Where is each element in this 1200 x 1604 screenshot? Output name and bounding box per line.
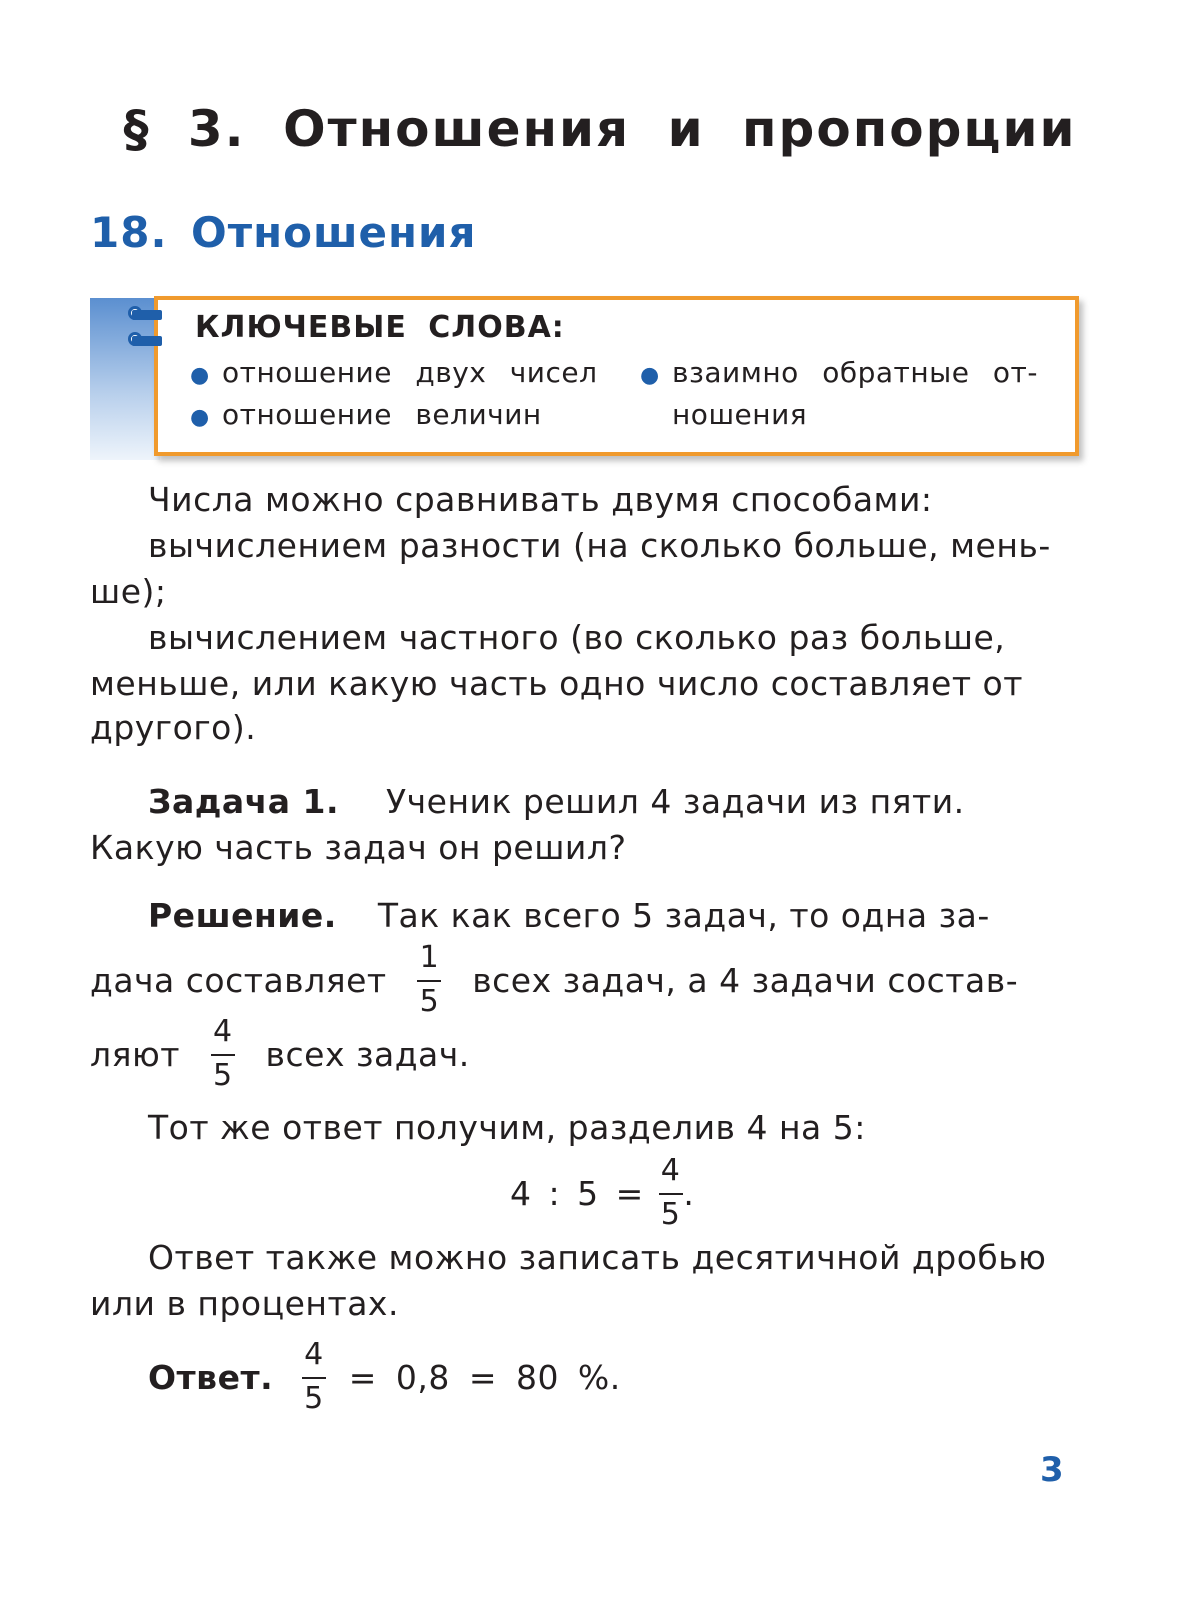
decimal-note-line: или в процентах. (90, 1284, 399, 1323)
answer-line (148, 1336, 848, 1418)
keywords-heading: КЛЮЧЕВЫЕ СЛОВА: (195, 310, 565, 345)
answer-value: = 0,8 = 80 %. (348, 1357, 621, 1397)
intro-line: меньше, или какую часть одно число составляет от (90, 664, 1023, 703)
bullet-icon: ● (640, 363, 660, 388)
solution-label: Решение. (148, 896, 337, 935)
task-line: Какую часть задач он решил? (90, 828, 627, 867)
fraction (658, 1155, 684, 1231)
keyword-item: отношение двух чисел (222, 356, 598, 389)
bullet-icon: ● (190, 405, 210, 430)
section-title: 18. Отношения (90, 208, 477, 257)
task-label: Задача 1. (148, 782, 340, 821)
fraction-numerator: 1 (419, 940, 440, 975)
intro-line: другого). (90, 708, 257, 747)
task-line (148, 782, 1058, 821)
chapter-title: § 3. Отношения и пропорции (123, 100, 1077, 158)
fraction (210, 1016, 236, 1092)
clip-icon (132, 336, 162, 346)
intro-line: Числа можно сравнивать двумя способами: (148, 480, 933, 519)
fraction-denominator: 5 (419, 984, 440, 1019)
solution-text: всех задач. (265, 1034, 470, 1074)
division-period: . (683, 1173, 695, 1213)
intro-line: ше); (90, 572, 167, 611)
fraction-bar (211, 1054, 235, 1056)
intro-line: вычислением частного (во сколько раз больше, (148, 618, 1006, 657)
fraction-bar (417, 980, 441, 982)
solution-text: Так как всего 5 задач, то одна за- (377, 896, 990, 935)
bullet-icon: ● (190, 363, 210, 388)
fraction-numerator: 4 (304, 1337, 324, 1372)
fraction-bar (302, 1377, 326, 1379)
solution-text: ляют (90, 1034, 180, 1074)
task-text: Ученик решил 4 задачи из пяти. (386, 782, 965, 821)
fraction-denominator: 5 (304, 1381, 324, 1416)
fraction-denominator: 5 (212, 1058, 233, 1093)
solution-line (148, 896, 1058, 935)
fraction-numerator: 4 (212, 1014, 233, 1049)
decimal-note-line: Ответ также можно записать десятичной дробью (148, 1238, 1047, 1277)
solution-text: дача составляет (90, 960, 387, 1000)
division-expr: 4 : 5 = (510, 1173, 644, 1213)
keywords-side-decoration (90, 298, 160, 460)
division-text: Тот же ответ получим, разделив 4 на 5: (148, 1108, 866, 1147)
fraction (301, 1339, 327, 1415)
keyword-item: взаимно обратные от- (672, 356, 1038, 389)
intro-line: вычислением разности (на сколько больше, мень- (148, 526, 1051, 565)
division-expression (510, 1152, 810, 1234)
solution-line (90, 940, 1080, 1020)
fraction-denominator: 5 (660, 1197, 681, 1232)
fraction-numerator: 4 (660, 1153, 681, 1188)
fraction (417, 942, 443, 1018)
keyword-item-continuation: ношения (672, 398, 808, 431)
clip-icon (132, 310, 162, 320)
solution-text: всех задач, а 4 задачи состав- (472, 960, 1019, 1000)
solution-line (90, 1014, 1080, 1094)
fraction-bar (659, 1193, 683, 1195)
page-number: 3 (1040, 1450, 1064, 1490)
answer-label: Ответ. (148, 1357, 274, 1397)
keyword-item: отношение величин (222, 398, 542, 431)
